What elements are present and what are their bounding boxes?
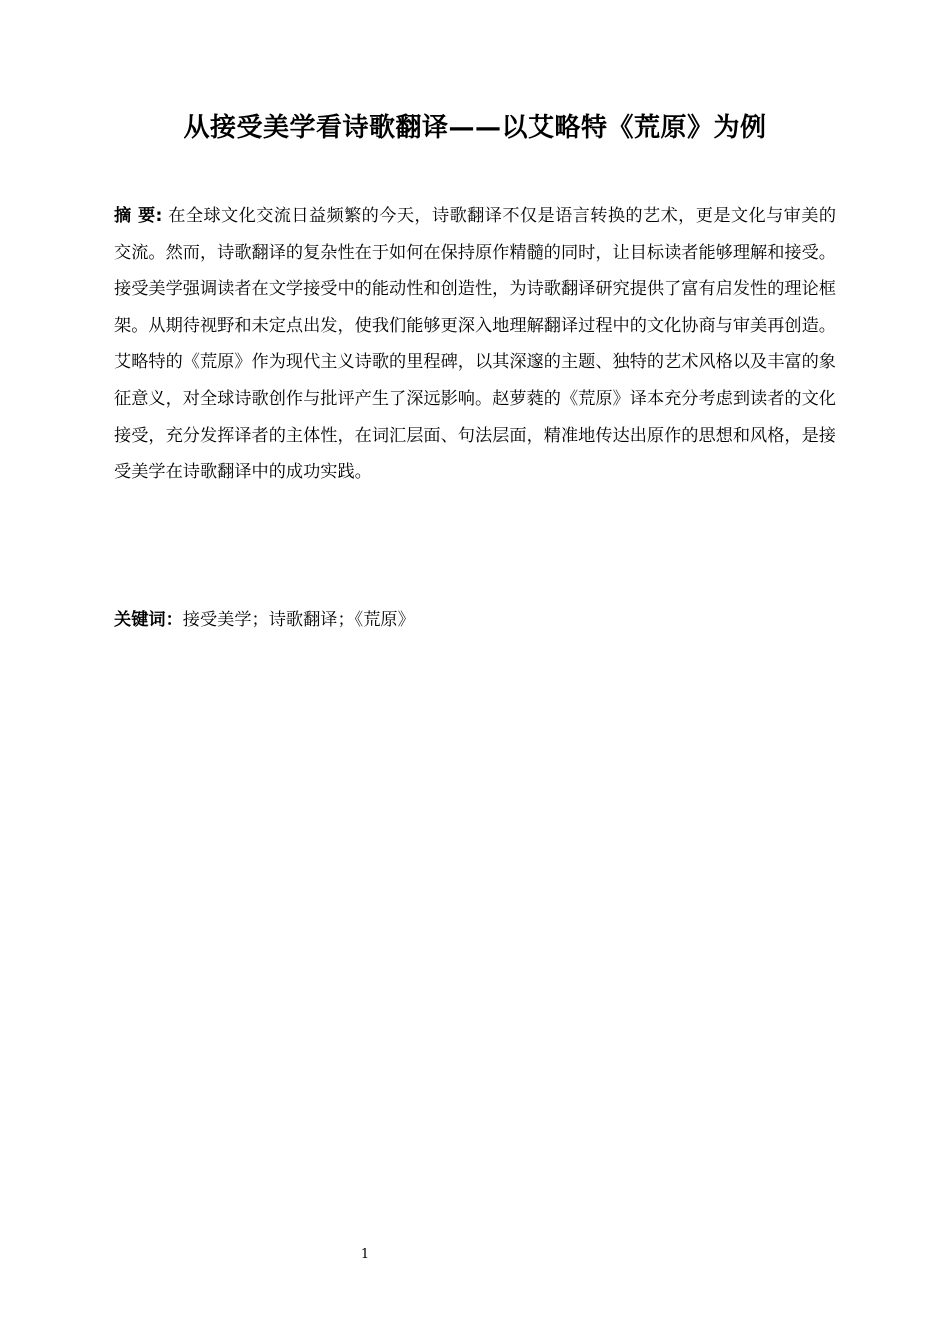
keywords-label: 关键词： (114, 610, 183, 630)
page-title: 从接受美学看诗歌翻译——以艾略特《荒原》为例 (183, 113, 767, 143)
abstract-text: 在全球文化交流日益频繁的今天，诗歌翻译不仅是语言转换的艺术，更是文化与审美的交流。然而，诗歌翻译的复杂性在于如何在保持原作精髓的同时，让目标读者能够理解和接受。接受美学强调读者在文学接受中的能动性和创造性，为诗歌翻译研究提供了富有启发性的理论框架。从期待视野和未定点出发，使我们能够更深入地理解翻译过程中的文化协商与审美再创造。艾略特的《荒原》作为现代主义诗歌的里程碑，以其深邃的主题、独特的艺术风格以及丰富的象征意义，对全球诗歌创作与批评产生了深远影响。赵萝蕤的《荒原》译本充分考虑到读者的文化接受，充分发挥译者的主体性，在词汇层面、句法层面，精准地传达出原作的思想和风格，是接受美学在诗歌翻译中的成功实践。 (114, 206, 837, 483)
keywords-text: 接受美学；诗歌翻译；《荒原》 (182, 610, 415, 630)
keywords-paragraph (114, 602, 836, 638)
page-number: 1 (360, 1247, 370, 1262)
abstract-label: 摘 要: (114, 206, 163, 226)
abstract-paragraph (114, 198, 836, 491)
